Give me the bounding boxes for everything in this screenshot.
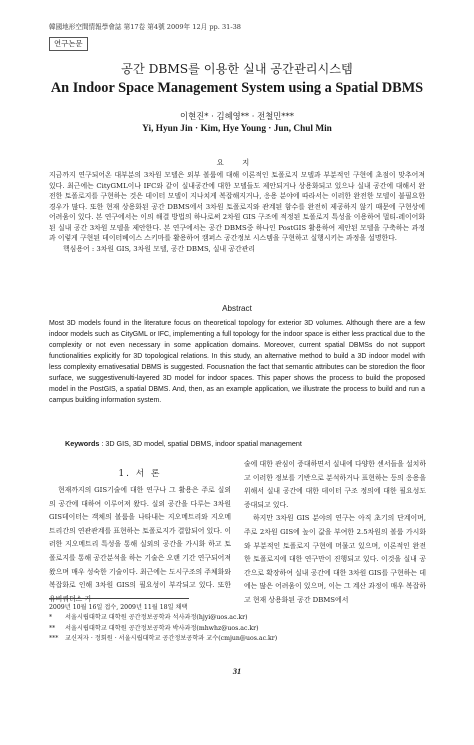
section-tag: 연구논문 [49,37,88,51]
footnote-text: 2009년 10월 16일 접수, 2009년 11월 18일 채택 [49,604,188,611]
footnote [49,613,277,623]
authors-korean: 이현진* · 김혜영** · 전철민*** [180,111,294,121]
body-column-right [244,458,426,608]
footnote [49,634,277,644]
footnote [49,624,277,634]
title-english: An Indoor Space Management System using a Spatial DBMS [50,80,424,96]
abstract-korean-heading: 요 지 [216,158,258,167]
keywords-label: Keywords [65,439,100,448]
footnote-text: 서울시립대학교 대학원 공간정보공학과 박사과정(mhwhz@uos.ac.kr) [65,624,259,632]
footnotes [49,603,277,644]
abstract-korean-keywords: 핵심용어 : 3차원 GIS, 3차원 모델, 공간 DBMS, 실내 공간관리 [63,244,256,253]
body-paragraph: 하지만 3차원 GIS 분야의 연구는 아직 초기의 단계이며, 주로 2차원 GIS에 높이 값을 부여한 2.5차원의 볼륨 가시화와 부분적인 토폴로지 구현에 머물고 있으며, 이론적인 완전한 토폴로지에 대한 연구만이 진행되고 있다. 이것을 실내 공간으로 확장하여 실내 공간에 대한 3차원 GIS를 구현하는 데에는 많은 어려움이 있으며, 이는 그 계산 과정이 매우 복잡하고 현재 상용화된 공간 DBMS에서 [244,514,426,604]
footnote [49,603,277,613]
section-heading-introduction: 1. 서 론 [118,469,162,479]
footnote-text: 교신저자 · 정회원 · 서울시립대학교 공간정보공학과 교수(cmjun@uos.ac.kr) [65,634,278,642]
title-korean: 공간 DBMS를 이용한 실내 공간관리시스템 [121,62,353,76]
keywords-english [65,439,302,448]
footnote-mark: *** [49,634,59,642]
body-paragraph: 현재까지의 GIS기술에 대한 연구나 그 활용은 주로 실외의 공간에 대하여 이루어져 왔다. 실외 공간을 다루는 3차원 GIS데이터는 객체의 볼륨을 나타내는 지오메트리와 지오메트리간의 연관관계를 표현하는 토폴로지가 결합되어 있다. 이러한 지오메트리 특성을 통해 실외의 공간을 가시화 하고 토폴로지를 통해 공간분석을 하는 기술은 오랜 기간 연구되어져 왔으며 매우 성숙한 기술이다. 최근에는 도시구조의 주체화와 복잡화로 인해 3차원 GIS의 필요성이 부각되고 있다. 또한 유비쿼터스 기 [49,486,231,603]
abstract-korean [49,170,425,254]
footnote-mark: ** [49,624,56,632]
abstract-korean-body: 지금까지 연구되어온 대부분의 3차원 모델은 외부 볼륨에 대해 이론적인 토폴로지 모델과 부분적인 구현에 초점이 맞추어져 있다. 최근에는 CityGML이나 IFC와 같이 실내공간에 대한 모델들도 제안되거나 상용화되고 있으나 실내 공간에 대해서 완전한 토폴로지를 구현하는 것은 데이터 모델이 지나치게 복잡해지거나, 응용 분야에 따라서는 이러한 완전한 모델이 불필요한 경우가 많다. 또한 현재 상용화된 공간 DBMS에서 3차원 토폴로지와 관계된 함수를 완전히 제공하지 않기 때문에 구현상에 어려움이 있다. 본 연구에서는 이의 해결 방법의 하나로써 2차원 GIS 구조에 적정된 토폴로지 특성을 이용하여 멀티-레이어화된 실내 공간 3차원 모델을 제안한다. 본 연구에서는 공간 DBMS중 하나인 PostGIS 활용하여 제안된 모델을 구축하는 과정과 이렇게 구현된 데이터베이스 스키마를 활용하여 캠퍼스 공간정보 시스템을 구현하고 실행시키는 과정을 설명한다. [49,171,425,243]
authors-english: Yi, Hyun Jin · Kim, Hye Young · Jun, Chul Min [142,124,332,134]
journal-header: 韓國地形空間情報學會誌 第17卷 第4號 2009年 12月 pp. 31-38 [49,23,241,31]
abstract-english-heading: Abstract [222,304,252,313]
keywords-list: : 3D GIS, 3D model, spatial DBMS, indoor spatial management [99,439,302,448]
footnote-divider [49,598,189,599]
abstract-english-body: Most 3D models found in the literature focus on theoretical topology for exterior 3D volumes. Although there are a few indoor models such as CityGML or IFC, implementing a full topology for the indoor space is either less practical due to the complexity or not even necessary in some application domains. Moreover, current spatial DBMSs do not support functionalities explicitly for 3D topological relations. In this study, an alternative method to build a 3D indoor model with less complexity ernativesatial DBMS is suggested. Focusnation the fact that semantic attributes can be storedion the floor surface, we suggestivenulti-layered 3D model for indoor spaces. This paper shows the process to build the proposed model in the PostGIS, a spatial DBMS. And, then, as an example application, we illustrate the process to build and run a campus building information system. [49,320,425,404]
footnote-mark: * [49,614,53,622]
body-column-left [49,484,231,606]
page-number: 31 [232,667,242,676]
footnote-text: 서울시립대학교 대학원 공간정보공학과 석사과정(hjyi@uos.ac.kr) [65,614,248,622]
body-paragraph: 술에 대한 관심이 증대하면서 실내에 다양한 센서들을 설치하고 이러한 정보를 기반으로 분석하거나 표현하는 등의 응용을 위해서 실내 공간에 대한 데이터 구조 정의에 대한 필요성도 증대되고 있다. [244,460,426,509]
